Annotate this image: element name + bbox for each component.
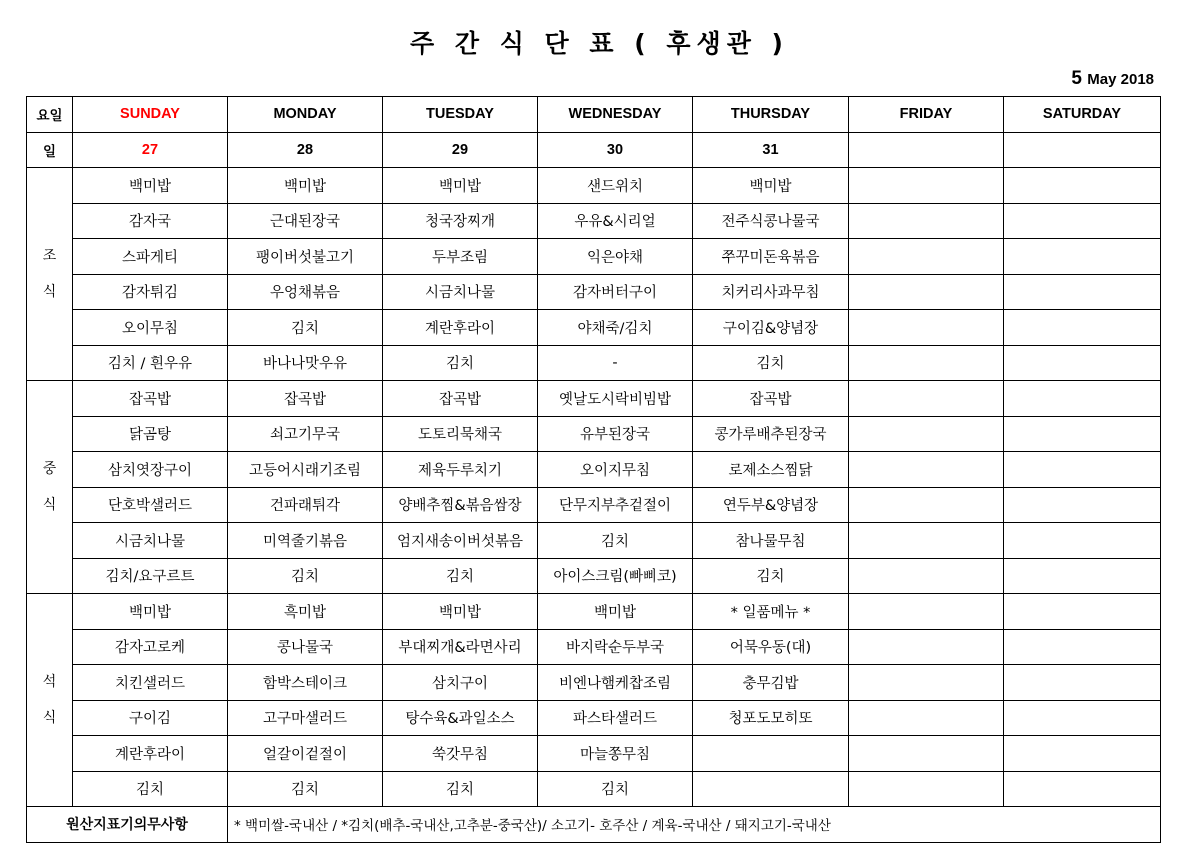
menu-item-cell: 익은야채 <box>538 239 693 275</box>
menu-item-cell: 백미밥 <box>383 168 538 204</box>
menu-item-cell <box>849 558 1004 594</box>
menu-item-cell <box>1004 665 1161 701</box>
menu-item-cell <box>849 416 1004 452</box>
menu-item-cell: 닭곰탕 <box>73 416 228 452</box>
menu-item-cell <box>1004 523 1161 559</box>
menu-row <box>27 629 1161 665</box>
menu-row <box>27 771 1161 807</box>
menu-item-cell: 청포도모히또 <box>693 700 849 736</box>
menu-item-cell: 미역줄기볶음 <box>228 523 383 559</box>
menu-item-cell <box>849 736 1004 772</box>
notice-row <box>27 807 1161 843</box>
menu-item-cell: 파스타샐러드 <box>538 700 693 736</box>
day-name-wednesday: WEDNESDAY <box>538 97 693 133</box>
date-cell: 29 <box>383 132 538 168</box>
menu-item-cell: 김치 <box>693 558 849 594</box>
menu-item-cell: 백미밥 <box>693 168 849 204</box>
menu-item-cell: 잡곡밥 <box>73 381 228 417</box>
menu-item-cell: 고등어시래기조림 <box>228 452 383 488</box>
menu-item-cell: 샌드위치 <box>538 168 693 204</box>
menu-item-cell: 얼갈이겉절이 <box>228 736 383 772</box>
meal-category-char: 식 <box>42 497 57 513</box>
menu-item-cell: 김치 <box>383 345 538 381</box>
menu-item-cell <box>849 629 1004 665</box>
menu-row <box>27 310 1161 346</box>
menu-item-cell: 고구마샐러드 <box>228 700 383 736</box>
menu-item-cell <box>849 700 1004 736</box>
menu-item-cell: 시금치나물 <box>73 523 228 559</box>
menu-row <box>27 239 1161 275</box>
menu-item-cell: 구이김 <box>73 700 228 736</box>
day-name-sunday: SUNDAY <box>73 97 228 133</box>
menu-item-cell: 오이무침 <box>73 310 228 346</box>
menu-item-cell: 바지락순두부국 <box>538 629 693 665</box>
menu-item-cell: 백미밥 <box>73 594 228 630</box>
date-cell: 27 <box>73 132 228 168</box>
meal-category-char: 식 <box>42 710 57 726</box>
date-cell <box>1004 132 1161 168</box>
menu-item-cell: 감자튀김 <box>73 274 228 310</box>
menu-item-cell <box>1004 771 1161 807</box>
menu-item-cell: 백미밥 <box>73 168 228 204</box>
menu-item-cell: 김치 <box>228 771 383 807</box>
menu-item-cell <box>849 381 1004 417</box>
menu-row <box>27 168 1161 204</box>
menu-row <box>27 594 1161 630</box>
menu-item-cell: 충무김밥 <box>693 665 849 701</box>
menu-item-cell <box>1004 381 1161 417</box>
menu-item-cell <box>849 594 1004 630</box>
menu-item-cell: 오이지무침 <box>538 452 693 488</box>
menu-item-cell: 엄지새송이버섯볶음 <box>383 523 538 559</box>
menu-item-cell <box>693 736 849 772</box>
menu-item-cell: 건파래튀각 <box>228 487 383 523</box>
menu-item-cell: 김치 <box>73 771 228 807</box>
menu-row <box>27 416 1161 452</box>
menu-item-cell: 감자고로케 <box>73 629 228 665</box>
menu-row <box>27 558 1161 594</box>
menu-item-cell <box>1004 239 1161 275</box>
menu-item-cell: 어묵우동(대) <box>693 629 849 665</box>
menu-item-cell: 함박스테이크 <box>228 665 383 701</box>
menu-item-cell: 콩나물국 <box>228 629 383 665</box>
menu-item-cell: 쑥갓무침 <box>383 736 538 772</box>
menu-item-cell: 부대찌개&라면사리 <box>383 629 538 665</box>
menu-item-cell: 콩가루배추된장국 <box>693 416 849 452</box>
menu-item-cell <box>1004 203 1161 239</box>
menu-item-cell <box>849 310 1004 346</box>
menu-item-cell <box>849 487 1004 523</box>
menu-row <box>27 523 1161 559</box>
menu-item-cell <box>1004 310 1161 346</box>
menu-item-cell: 참나물무침 <box>693 523 849 559</box>
menu-row <box>27 274 1161 310</box>
day-name-saturday: SATURDAY <box>1004 97 1161 133</box>
menu-item-cell <box>1004 629 1161 665</box>
menu-item-cell <box>1004 274 1161 310</box>
date-cell <box>849 132 1004 168</box>
date-label-cell: 일 <box>27 132 73 168</box>
meal-category-char: 석 <box>42 674 57 690</box>
menu-item-cell <box>1004 594 1161 630</box>
day-name-monday: MONDAY <box>228 97 383 133</box>
meal-category-char: 식 <box>42 284 57 300</box>
menu-item-cell: 쭈꾸미돈육볶음 <box>693 239 849 275</box>
meal-category-cell <box>27 168 73 381</box>
menu-item-cell <box>1004 700 1161 736</box>
menu-row <box>27 665 1161 701</box>
menu-item-cell: 비엔나햄케찹조림 <box>538 665 693 701</box>
menu-item-cell: - <box>538 345 693 381</box>
menu-item-cell: 스파게티 <box>73 239 228 275</box>
menu-row <box>27 381 1161 417</box>
meal-category-cell <box>27 381 73 594</box>
menu-item-cell: 감자국 <box>73 203 228 239</box>
menu-item-cell: 잡곡밥 <box>383 381 538 417</box>
menu-item-cell <box>693 771 849 807</box>
menu-item-cell: 팽이버섯불고기 <box>228 239 383 275</box>
menu-item-cell <box>849 203 1004 239</box>
menu-row <box>27 452 1161 488</box>
menu-item-cell <box>849 771 1004 807</box>
menu-item-cell: 로제소스찜닭 <box>693 452 849 488</box>
menu-item-cell: 김치 <box>538 523 693 559</box>
menu-item-cell: 아이스크림(빠삐코) <box>538 558 693 594</box>
date-cell: 31 <box>693 132 849 168</box>
menu-row <box>27 487 1161 523</box>
menu-item-cell: 김치 / 흰우유 <box>73 345 228 381</box>
meal-category-cell <box>27 594 73 807</box>
menu-item-cell: 우엉채볶음 <box>228 274 383 310</box>
menu-item-cell: 두부조림 <box>383 239 538 275</box>
menu-item-cell: 김치 <box>693 345 849 381</box>
day-name-friday: FRIDAY <box>849 97 1004 133</box>
menu-item-cell <box>849 239 1004 275</box>
origin-notice-label: 원산지표기의무사항 <box>27 807 228 843</box>
weekly-menu-table <box>26 96 1161 843</box>
menu-item-cell: 흑미밥 <box>228 594 383 630</box>
menu-item-cell: 잡곡밥 <box>693 381 849 417</box>
date-cell: 30 <box>538 132 693 168</box>
menu-item-cell <box>1004 416 1161 452</box>
menu-item-cell: 단호박샐러드 <box>73 487 228 523</box>
day-name-tuesday: TUESDAY <box>383 97 538 133</box>
menu-item-cell: 옛날도시락비빔밥 <box>538 381 693 417</box>
origin-notice-text: * 백미쌀-국내산 / *김치(배추-국내산,고추분-중국산)/ 소고기- 호주산 / 계육-국내산 / 돼지고기-국내산 <box>228 807 1161 843</box>
menu-item-cell <box>849 168 1004 204</box>
menu-item-cell: 백미밥 <box>228 168 383 204</box>
menu-item-cell: 계란후라이 <box>73 736 228 772</box>
menu-item-cell: 마늘쫑무침 <box>538 736 693 772</box>
menu-item-cell: 김치 <box>538 771 693 807</box>
menu-item-cell: 치킨샐러드 <box>73 665 228 701</box>
menu-item-cell: 잡곡밥 <box>228 381 383 417</box>
menu-item-cell <box>1004 168 1161 204</box>
menu-item-cell: 김치 <box>383 771 538 807</box>
menu-item-cell: 김치 <box>228 558 383 594</box>
menu-row <box>27 203 1161 239</box>
menu-item-cell <box>849 665 1004 701</box>
date-label <box>1071 68 1154 90</box>
menu-item-cell: 야채죽/김치 <box>538 310 693 346</box>
menu-item-cell: 시금치나물 <box>383 274 538 310</box>
menu-item-cell <box>1004 452 1161 488</box>
menu-item-cell: 쇠고기무국 <box>228 416 383 452</box>
menu-item-cell: 백미밥 <box>538 594 693 630</box>
menu-item-cell: 청국장찌개 <box>383 203 538 239</box>
menu-row <box>27 736 1161 772</box>
day-label-cell: 요일 <box>27 97 73 133</box>
menu-item-cell: 우유&시리얼 <box>538 203 693 239</box>
menu-item-cell <box>1004 487 1161 523</box>
date-cell: 28 <box>228 132 383 168</box>
menu-item-cell <box>1004 736 1161 772</box>
menu-item-cell: 김치/요구르트 <box>73 558 228 594</box>
menu-item-cell <box>1004 558 1161 594</box>
menu-item-cell: 삼치엿장구이 <box>73 452 228 488</box>
menu-item-cell: 구이김&양념장 <box>693 310 849 346</box>
menu-item-cell: 백미밥 <box>383 594 538 630</box>
menu-item-cell: 감자버터구이 <box>538 274 693 310</box>
page-title: 주 간 식 단 표 ( 후생관 ) <box>410 29 789 58</box>
menu-row <box>27 700 1161 736</box>
menu-item-cell <box>849 274 1004 310</box>
menu-item-cell: 탕수육&과일소스 <box>383 700 538 736</box>
menu-item-cell: 유부된장국 <box>538 416 693 452</box>
day-header-row <box>27 97 1161 133</box>
menu-item-cell: 근대된장국 <box>228 203 383 239</box>
menu-item-cell: 단무지부추겉절이 <box>538 487 693 523</box>
menu-item-cell: 제육두루치기 <box>383 452 538 488</box>
menu-item-cell <box>849 345 1004 381</box>
menu-item-cell <box>849 452 1004 488</box>
menu-item-cell: * 일품메뉴 * <box>693 594 849 630</box>
menu-item-cell: 전주식콩나물국 <box>693 203 849 239</box>
date-month-year: May 2018 <box>1087 71 1154 88</box>
menu-item-cell <box>849 523 1004 559</box>
menu-item-cell: 계란후라이 <box>383 310 538 346</box>
menu-item-cell: 바나나맛우유 <box>228 345 383 381</box>
meal-category-char: 조 <box>42 248 57 264</box>
meal-category-char: 중 <box>42 461 57 477</box>
menu-item-cell: 도토리묵채국 <box>383 416 538 452</box>
menu-item-cell: 김치 <box>383 558 538 594</box>
menu-row <box>27 345 1161 381</box>
menu-item-cell: 김치 <box>228 310 383 346</box>
menu-item-cell: 삼치구이 <box>383 665 538 701</box>
date-day: 5 <box>1071 68 1082 89</box>
date-header-row <box>27 132 1161 168</box>
menu-item-cell: 양배추찜&볶음쌈장 <box>383 487 538 523</box>
menu-item-cell: 연두부&양념장 <box>693 487 849 523</box>
menu-item-cell: 치커리사과무침 <box>693 274 849 310</box>
day-name-thursday: THURSDAY <box>693 97 849 133</box>
menu-item-cell <box>1004 345 1161 381</box>
